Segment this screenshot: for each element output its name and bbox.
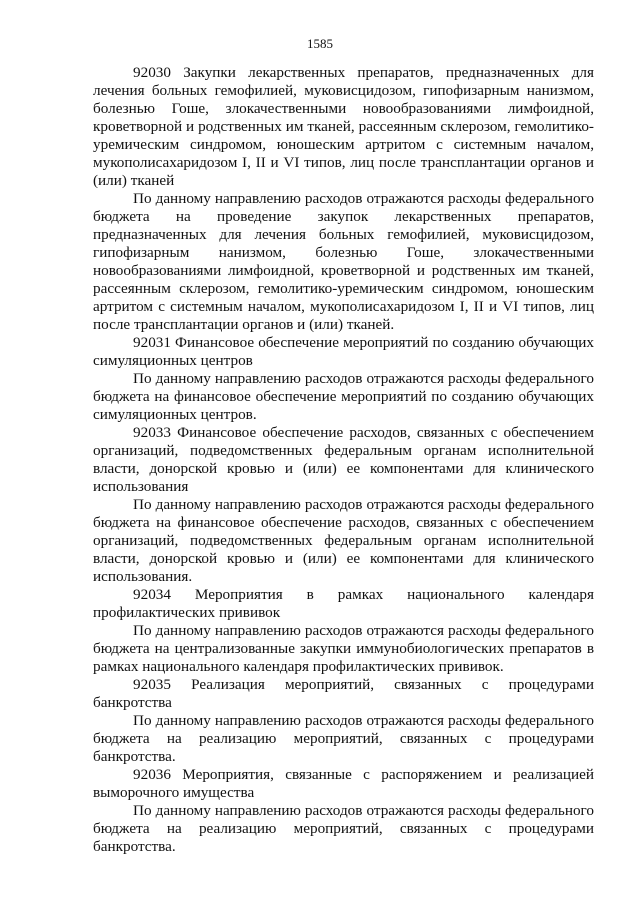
section-heading-92035: 92035 Реализация мероприятий, связанных с процедурами банкротства [93,676,594,711]
document-body [93,64,594,856]
section-description-92036: По данному направлению расходов отражаются расходы федерального бюджета на реализацию мероприятий, связанных с процедурами банкротства. [93,802,594,855]
section-description-92035: По данному направлению расходов отражаются расходы федерального бюджета на реализацию мероприятий, связанных с процедурами банкротства. [93,712,594,765]
section-description-92030: По данному направлению расходов отражаются расходы федерального бюджета на проведение закупок лекарственных препаратов, предназначенных для лечения больных гемофилией, муковисцидозом, гипофизарным нанизмом, болезнью Гоше, злокачественными новообразованиями лимфоидной, кроветворной и родственных им тканей, рассеянным склерозом, гемолитико-уремическим синдромом, юношеским артритом с системным началом, мукополисахаридозом I, II и VI типов, лиц после трансплантации органов и (или) тканей. [93,190,594,333]
section-heading-92031: 92031 Финансовое обеспечение мероприятий по созданию обучающих симуляционных центров [93,334,594,369]
section-description-92033: По данному направлению расходов отражаются расходы федерального бюджета на финансовое обеспечение расходов, связанных с обеспечением организаций, подведомственных федеральным органам исполнительной власти, донорской кровью и (или) ее компонентами для клинического использования. [93,496,594,585]
section-heading-92033: 92033 Финансовое обеспечение расходов, связанных с обеспечением организаций, подведомственных федеральным органам исполнительной власти, донорской кровью и (или) ее компонентами для клинического использования [93,424,594,495]
section-description-92034: По данному направлению расходов отражаются расходы федерального бюджета на централизованные закупки иммунобиологических препаратов в рамках национального календаря профилактических прививок. [93,622,594,675]
page-number: 1585 [307,36,333,51]
section-heading-92034: 92034 Мероприятия в рамках национального календаря профилактических прививок [93,586,594,621]
section-heading-92030: 92030 Закупки лекарственных препаратов, предназначенных для лечения больных гемофилией, муковисцидозом, гипофизарным нанизмом, болезнью Гоше, злокачественными новообразованиями лимфоидной, кроветворной и родственных им тканей, рассеянным склерозом, гемолитико-уремическим синдромом, юношеским артритом с системным началом, мукополисахаридозом I, II и VI типов, лиц после трансплантации органов и (или) тканей [93,64,594,189]
section-description-92031: По данному направлению расходов отражаются расходы федерального бюджета на финансовое обеспечение мероприятий по созданию обучающих симуляционных центров. [93,370,594,423]
section-heading-92036: 92036 Мероприятия, связанные с распоряжением и реализацией выморочного имущества [93,766,594,801]
